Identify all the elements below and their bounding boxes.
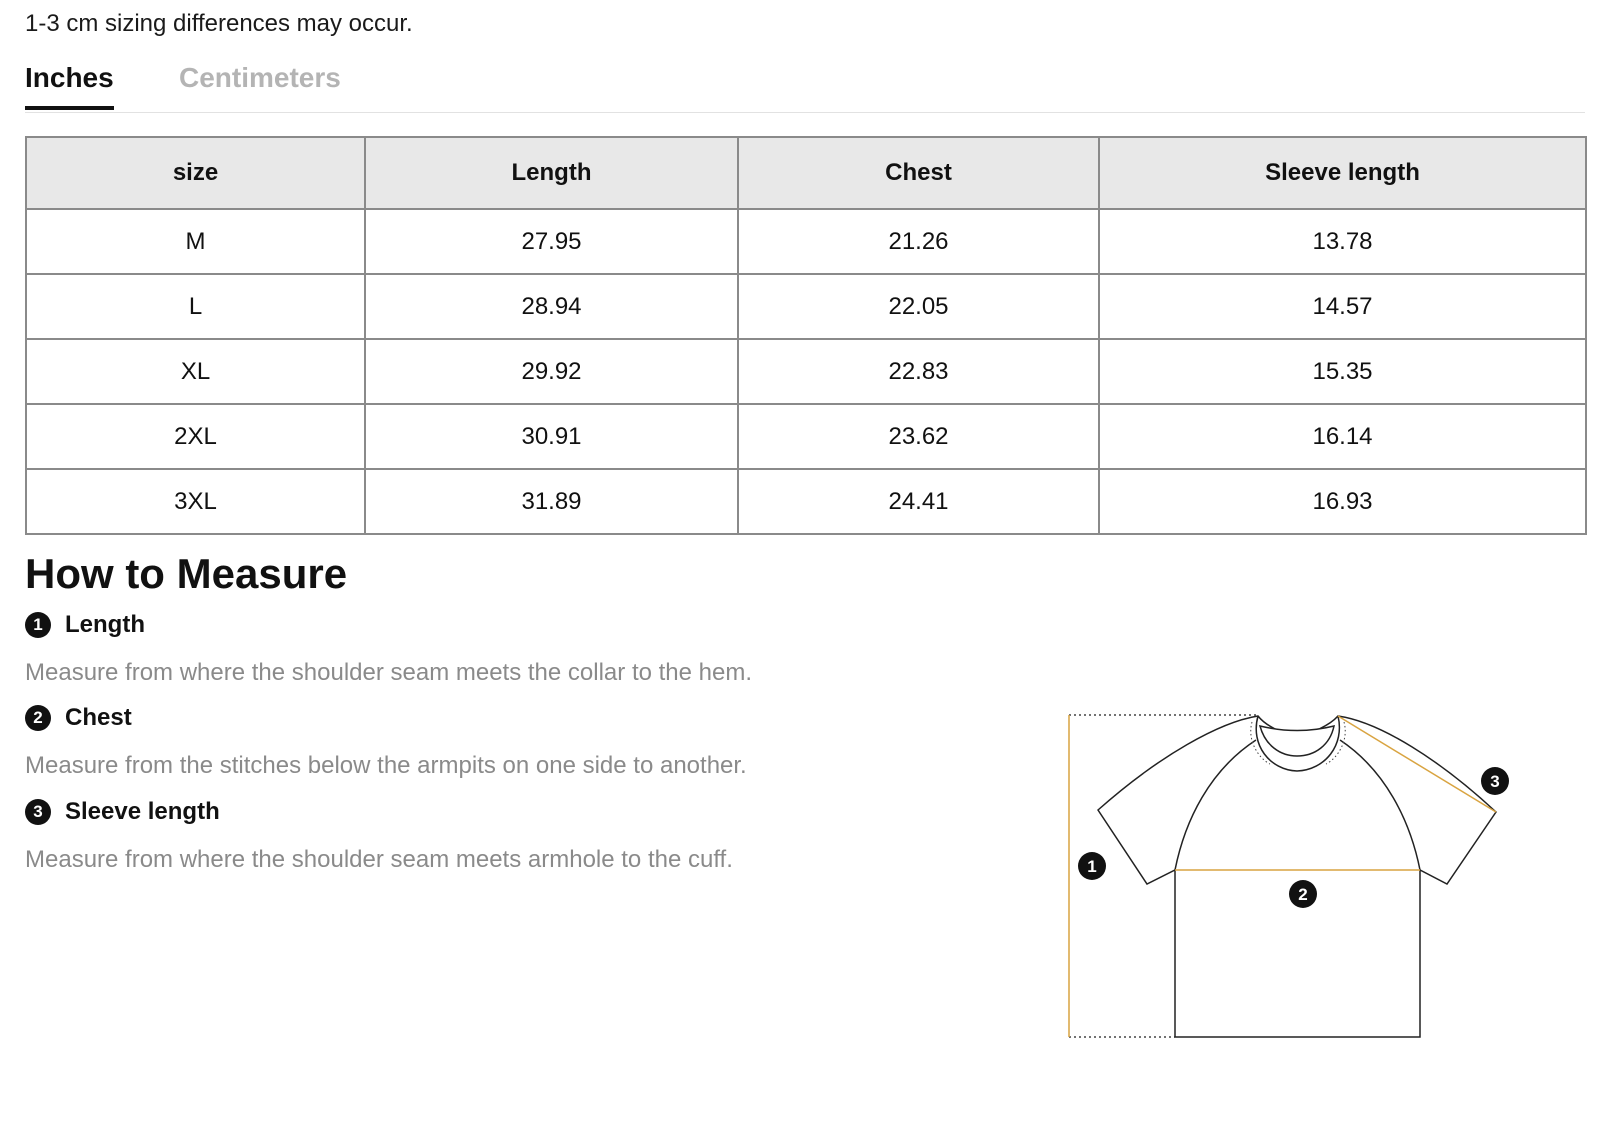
marker-three-label: 3 xyxy=(1490,772,1500,791)
measure-item-heading xyxy=(25,796,1025,828)
cell-chest: 22.05 xyxy=(738,274,1099,339)
unit-tabs xyxy=(25,56,1585,113)
measure-item-chest xyxy=(25,702,1025,780)
cell-size: L xyxy=(26,274,365,339)
marker-one-label: 1 xyxy=(1087,857,1097,876)
size-chart-table xyxy=(25,136,1587,535)
cell-size: M xyxy=(26,209,365,274)
tshirt-outline xyxy=(1098,716,1496,1037)
measure-item-heading xyxy=(25,702,1025,734)
cell-size: 3XL xyxy=(26,469,365,534)
how-to-measure-title: How to Measure xyxy=(25,550,348,597)
measure-item-length xyxy=(25,609,1025,687)
cell-sleeve-length: 16.93 xyxy=(1099,469,1586,534)
tab-inches[interactable]: Inches xyxy=(25,62,114,110)
cell-chest: 21.26 xyxy=(738,209,1099,274)
tab-centimeters[interactable]: Centimeters xyxy=(179,62,341,93)
cell-size: 2XL xyxy=(26,404,365,469)
table-row xyxy=(26,209,1586,274)
table-row xyxy=(26,339,1586,404)
sizing-disclaimer: 1-3 cm sizing differences may occur. xyxy=(25,10,413,37)
cell-chest: 22.83 xyxy=(738,339,1099,404)
cell-sleeve-length: 16.14 xyxy=(1099,404,1586,469)
measure-item-sleeve-length xyxy=(25,796,1025,874)
number-three-icon: 3 xyxy=(25,799,51,825)
measure-desc-length: Measure from where the shoulder seam meets the collar to the hem. xyxy=(25,659,753,686)
cell-sleeve-length: 14.57 xyxy=(1099,274,1586,339)
cell-chest: 24.41 xyxy=(738,469,1099,534)
header-length: Length xyxy=(365,137,738,209)
cell-length: 30.91 xyxy=(365,404,738,469)
measure-desc-chest: Measure from the stitches below the armpits on one side to another. xyxy=(25,752,747,779)
measure-label-sleeve-length: Sleeve length xyxy=(65,798,220,825)
cell-length: 29.92 xyxy=(365,339,738,404)
header-size: size xyxy=(26,137,365,209)
number-one-icon: 1 xyxy=(25,612,51,638)
marker-one-icon xyxy=(1078,852,1106,880)
header-sleeve-length: Sleeve length xyxy=(1099,137,1586,209)
marker-three-icon xyxy=(1481,767,1509,795)
header-chest: Chest xyxy=(738,137,1099,209)
table-row xyxy=(26,469,1586,534)
measure-label-chest: Chest xyxy=(65,704,132,731)
measure-desc-sleeve-length: Measure from where the shoulder seam meets armhole to the cuff. xyxy=(25,846,733,873)
number-two-icon: 2 xyxy=(25,705,51,731)
tshirt-measurement-diagram xyxy=(1060,700,1560,1060)
cell-chest: 23.62 xyxy=(738,404,1099,469)
marker-two-label: 2 xyxy=(1298,885,1308,904)
cell-sleeve-length: 15.35 xyxy=(1099,339,1586,404)
cell-sleeve-length: 13.78 xyxy=(1099,209,1586,274)
table-row xyxy=(26,274,1586,339)
cell-length: 27.95 xyxy=(365,209,738,274)
table-header-row xyxy=(26,137,1586,209)
measure-item-heading xyxy=(25,609,1025,641)
table-row xyxy=(26,404,1586,469)
measure-label-length: Length xyxy=(65,611,145,638)
cell-length: 28.94 xyxy=(365,274,738,339)
cell-length: 31.89 xyxy=(365,469,738,534)
cell-size: XL xyxy=(26,339,365,404)
marker-two-icon xyxy=(1289,880,1317,908)
